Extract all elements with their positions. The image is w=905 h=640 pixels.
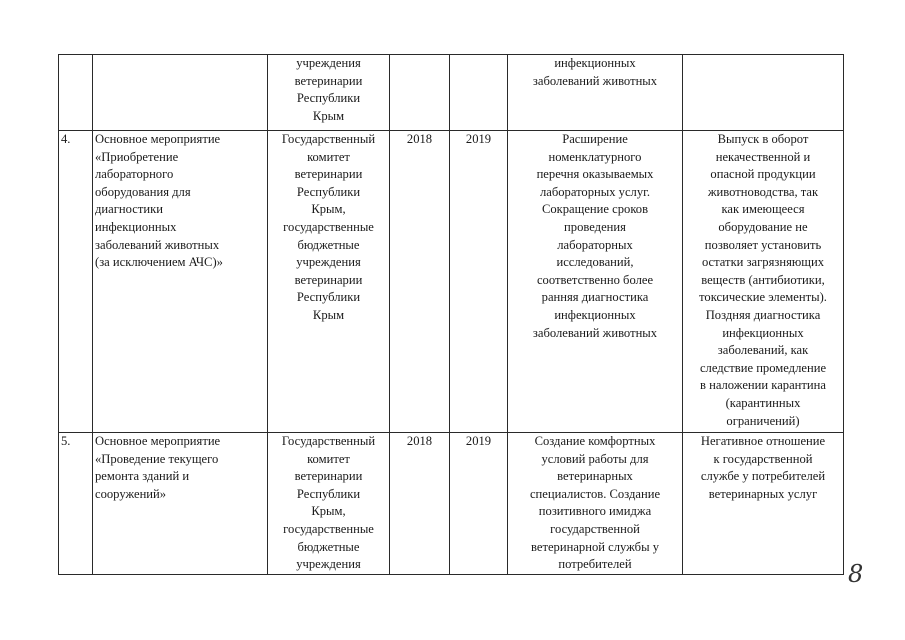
start-year-cell [390, 433, 450, 575]
text-line: ветеринарных услуг [708, 486, 818, 501]
text-line: ветеринарной службы у [531, 539, 659, 554]
text-line: инфекционных [722, 325, 804, 340]
text-line: комитет [307, 451, 350, 466]
executor-cell [268, 55, 390, 131]
measure-name-cell [93, 433, 268, 575]
expected-result-cell [508, 433, 683, 575]
text-line: условий работы для [541, 451, 649, 466]
text-line: Республики [296, 91, 361, 106]
expected-result-cell [508, 55, 683, 131]
end-year: 2019 [465, 132, 492, 146]
row-number: 4. [61, 132, 71, 146]
text-line: заболеваний животных [95, 237, 220, 252]
text-line: Государственный [281, 132, 376, 146]
text-line: сооружений» [95, 486, 167, 501]
table-row [59, 55, 844, 131]
row-number: 5. [61, 434, 71, 448]
text-line: Крым [312, 108, 345, 123]
text-line: инфекционных [554, 56, 636, 70]
non-implementation-consequence-cell [683, 55, 844, 131]
text-line: оборудование не [718, 219, 808, 234]
text-line: заболеваний животных [532, 73, 658, 88]
text-line: ремонта зданий и [95, 469, 190, 484]
start-year-cell [390, 55, 450, 131]
measure-name-cell [93, 131, 268, 433]
text-line: следствие промедление [699, 360, 827, 375]
text-line: Крым, [311, 504, 346, 519]
text-line: инфекционных [95, 219, 177, 234]
text-line: службе у потребителей [700, 469, 826, 484]
text-line: оборудования для [95, 184, 191, 199]
text-line: к государственной [713, 451, 813, 466]
non-implementation-consequence-cell [683, 131, 844, 433]
text-line: Республики [296, 486, 361, 501]
text-line: позитивного имиджа [538, 504, 652, 519]
text-line: животноводства, так [707, 184, 819, 199]
text-line: ветеринарии [294, 73, 363, 88]
text-line: диагностики [95, 202, 163, 217]
text-line: заболеваний, как [717, 343, 809, 358]
start-year-cell [390, 131, 450, 433]
text-line: Сокращение сроков [541, 202, 649, 217]
text-line: веществ (антибиотики, [701, 272, 825, 287]
text-line: как имеющееся [721, 202, 805, 217]
text-line: инфекционных [554, 307, 636, 322]
text-line: ветеринарии [294, 167, 363, 182]
text-line: учреждения [296, 557, 361, 572]
text-line: (карантинных [725, 395, 801, 410]
text-line: в наложении карантина [699, 378, 826, 393]
text-line: Создание комфортных [534, 434, 656, 448]
text-line: специалистов. Создание [529, 486, 661, 501]
expected-result-cell [508, 131, 683, 433]
text-line: ветеринарии [294, 469, 363, 484]
text-line: «Проведение текущего [95, 451, 219, 466]
measure-name-cell [93, 55, 268, 131]
measures-table [58, 54, 844, 575]
text-line: заболеваний животных [532, 325, 658, 340]
row-number-cell [59, 433, 93, 575]
table-row [59, 131, 844, 433]
text-line: бюджетные [297, 539, 360, 554]
text-line: государственные [283, 521, 374, 536]
start-year: 2018 [406, 434, 433, 448]
text-line: ветеринарии [294, 272, 363, 287]
start-year: 2018 [406, 132, 433, 146]
end-year-cell [450, 433, 508, 575]
text-line: Основное мероприятие [95, 434, 221, 448]
text-line: Государственный [281, 434, 376, 448]
text-line: номенклатурного [548, 149, 642, 164]
executor-cell [268, 131, 390, 433]
text-line: Республики [296, 290, 361, 305]
non-implementation-consequence-cell [683, 433, 844, 575]
text-line: Поздняя диагностика [705, 307, 821, 322]
text-line: лабораторных услуг. [539, 184, 651, 199]
executor-cell [268, 433, 390, 575]
text-line: бюджетные [297, 237, 360, 252]
text-line: ранняя диагностика [541, 290, 649, 305]
text-line: Крым, [311, 202, 346, 217]
text-line: государственной [550, 521, 640, 536]
text-line: потребителей [558, 557, 632, 572]
table-row [59, 433, 844, 575]
text-line: ограничений) [726, 413, 800, 428]
text-line: учреждения [296, 56, 361, 70]
text-line: учреждения [296, 255, 361, 270]
text-line: комитет [307, 149, 350, 164]
text-line: лабораторного [95, 167, 174, 182]
text-line: Основное мероприятие [95, 132, 221, 146]
text-line: ветеринарных [557, 469, 633, 484]
text-line: Выпуск в оборот [717, 132, 809, 146]
text-line: Республики [296, 184, 361, 199]
text-line: государственные [283, 219, 374, 234]
text-line: некачественной и [715, 149, 811, 164]
end-year-cell [450, 55, 508, 131]
text-line: опасной продукции [710, 167, 816, 182]
text-line: (за исключением АЧС)» [95, 255, 223, 270]
handwritten-page-number: 8 [848, 560, 864, 588]
row-number-cell [59, 131, 93, 433]
text-line: перечня оказываемых [536, 167, 654, 182]
row-number-cell [59, 55, 93, 131]
text-line: «Приобретение [95, 149, 179, 164]
text-line: позволяет установить [704, 237, 822, 252]
end-year: 2019 [465, 434, 492, 448]
text-line: проведения [564, 219, 626, 234]
text-line: Крым [312, 307, 345, 322]
text-line: остатки загрязняющих [701, 255, 825, 270]
end-year-cell [450, 131, 508, 433]
text-line: исследований, [556, 255, 634, 270]
text-line: Негативное отношение [700, 434, 826, 448]
text-line: Расширение [562, 132, 628, 146]
text-line: соответственно более [536, 272, 654, 287]
text-line: токсические элементы). [699, 290, 827, 305]
text-line: лабораторных [557, 237, 633, 252]
